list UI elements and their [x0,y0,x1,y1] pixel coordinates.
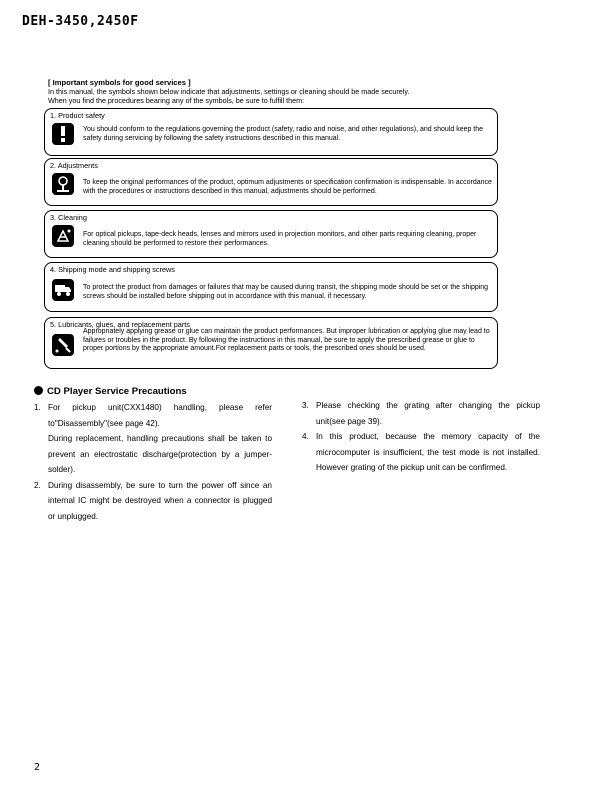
symbol-text: You should conform to the regulations governing the product (safety, radio and noise, and other regulations), and should keep the safety during servicing by following the safety instructions described in this manual. [83,126,484,142]
list-item [34,400,272,478]
symbol-text: To keep the original performances of the product, optimum adjustments or specification confirmation is indispensable. In accordance with the procedures or instructions described in this manual, adjustments should be performed. [83,179,492,195]
symbol-text: Appropriately applying grease or glue can maintain the product performances. But improper lubrication or applying glue may lead to failures or troubles in the product. By following the instructions in this manual, be sure to apply the prescribed grease or glue to proper portions by the appropriate amount.For replacement parts or tools, the prescribed ones should be used. [83,328,490,352]
exclamation-icon [52,123,74,145]
bullet-dot-icon [34,386,43,395]
list-item [302,429,540,476]
item-number: 2. [34,480,41,490]
item-text: During disassembly, be sure to turn the power off since an internal IC might be destroyed when a connector is plugged or unplugged. [48,480,272,521]
symbol-label: 5. Lubricants, glues, and replacement parts [50,320,190,329]
symbol-box-product-safety [44,108,498,156]
list-item [302,398,540,429]
symbol-label: 2. Adjustments [50,161,98,170]
symbol-box-shipping [44,262,498,312]
section-title: CD Player Service Precautions [47,386,187,397]
item-text: For pickup unit(CXX1480) handling, please refer to"Disassembly"(see page 42). [48,403,272,428]
right-column [302,398,540,476]
intro-title: [ Important symbols for good services ] [48,78,191,87]
symbol-label: 1. Product safety [50,111,105,120]
item-number: 3. [302,401,309,410]
cleaning-icon [52,225,74,247]
symbol-box-lubricants [44,317,498,369]
symbol-label: 4. Shipping mode and shipping screws [50,265,175,274]
symbol-text: For optical pickups, tape-deck heads, lenses and mirrors used in projection monitors, and other parts requiring cleaning, proper cleaning should be performed to restore their performances. [83,231,477,247]
shipping-truck-icon [52,279,74,301]
left-column [34,400,272,524]
section-heading [34,386,187,397]
symbol-text: To protect the product from damages or failures that may be caused during transit, the shipping mode should be set or the shipping screws should be installed before shipping out in accordance with this manual, if necessary. [83,284,489,300]
model-header: DEH-3450,2450F [22,14,139,29]
lubricant-tube-icon [52,334,74,356]
page-number: 2 [34,762,41,773]
symbol-box-cleaning [44,210,498,258]
item-text: Please checking the grating after changing the pickup unit(see page 39). [316,401,540,426]
symbol-box-adjustments [44,158,498,206]
item-number: 1. [34,403,41,412]
item-number: 4. [302,432,309,441]
list-item [34,478,272,525]
intro-line-2: When you find the procedures bearing any of the symbols, be sure to fulfill them: [48,96,305,105]
item-text: In this product, because the memory capacity of the microcomputer is insufficient, the test mode is not installed. However grating of the pickup unit can be confirmed. [316,432,540,472]
intro-line-1: In this manual, the symbols shown below indicate that adjustments, settings or cleaning should be made securely. [48,87,410,96]
intro-block [48,78,518,105]
item-extra: During replacement, handling precautions shall be taken to prevent an electrostatic discharge(protection by a jumper-solder). [48,434,272,474]
symbol-label: 3. Cleaning [50,213,87,222]
adjustment-icon [52,173,74,195]
